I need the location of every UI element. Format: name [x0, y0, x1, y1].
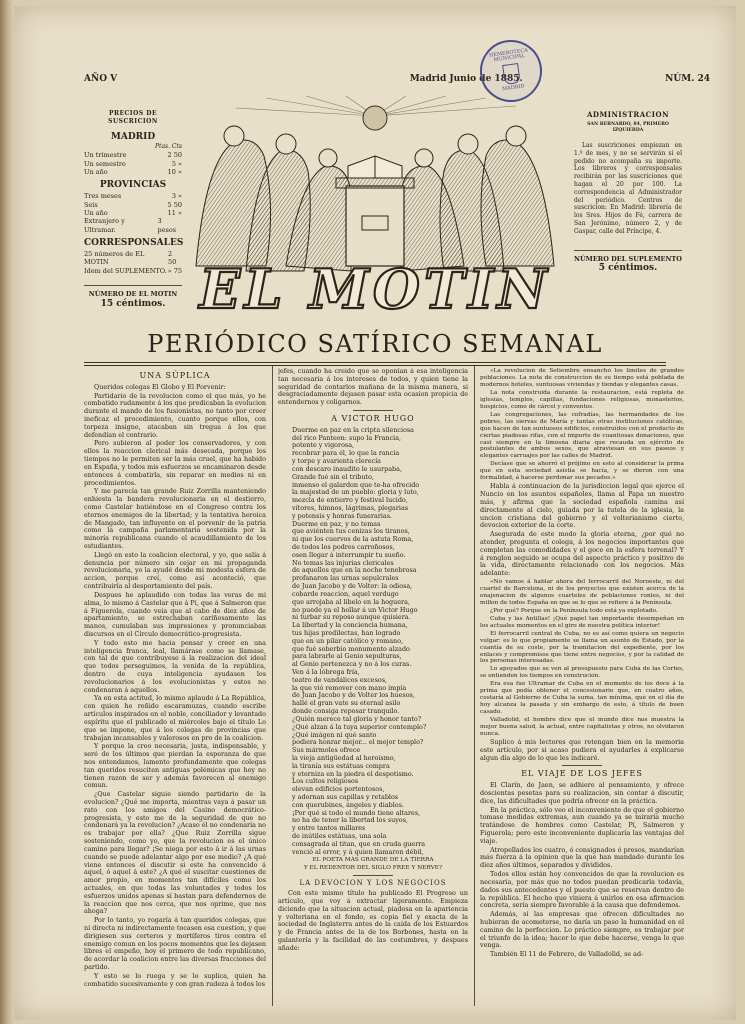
column-divider-1	[272, 366, 273, 1006]
paragraph: Despues he aplaudido con todas las veras de mi alma, lo mismo á Castelar que á Pi, que á Salmeron que á Figuerola, cuando veía que al cabo de diez años de apartamiento, se estrechaban cariñosamente las manos, cumulaban sus impresiones y pronunciaban discursos en el Círculo democrático-progresista.	[84, 590, 266, 638]
una-suplica-body	[84, 384, 266, 989]
quote-paragraph: Lo apoyados que se ven al presupuesto para Cuba de las Cortes, se entienden los tiempos en construcion.	[480, 666, 684, 680]
motin-number-label: NÚMERO DE EL MOTIN	[88, 290, 178, 299]
poem-verse: La libertad y la conciencia humana,	[292, 621, 408, 630]
poem-verse: con querubines, ángeles y diablos.	[292, 800, 404, 809]
poem-verse: Y EL REDENTOR DEL SIGLO FREE Y NERVE?	[303, 864, 443, 871]
price-label: Tres meses	[84, 192, 122, 201]
admin-text: Las suscriciones empiezan en 1.º de mes, y no se servirán si el pedido no acompaña su importe. Los libreros y corresponsales recibirán por las suscriciones que hagan el 20 por 100. La correspondencia al Administrador del periódico. Centros de suscricion: En Madrid: librería de los Sres. Hijos de Fé, carrera de San Jerónimo, número 2, y de Gaspar, calle del Príncipe, 4.	[574, 142, 682, 235]
newspaper-subtitle: PERIÓDICO SATÍRICO SEMANAL	[147, 330, 603, 358]
poem-verse: hallé el gran vate su eternal asilo	[292, 699, 401, 708]
paragraph: Asegurada de este modo la gloria eterna, ¿por qué no atender, pregunta el colega, á los negocios importantes que completan las comodidades y el goce en la esfera terrenal? Y á renglon seguido se ocupa del aspecto práctico y positivo de la vida, directamente relacionado con los negocios. Más adelante:	[480, 530, 684, 578]
price-label: Un año	[84, 208, 108, 217]
motin-logo-text: EL MOTIN	[199, 257, 551, 321]
separator	[353, 410, 393, 411]
price-value: 3 »	[171, 192, 182, 201]
poem-verse: de aquellos que en la noche tenebrosa	[292, 566, 417, 575]
price-row	[84, 209, 182, 217]
poem-verse: ni que los cuervos de la astuta Roma,	[292, 535, 414, 544]
poem-verse: ¿Qué imágen ni qué santo	[292, 730, 377, 739]
corresponsales-title: CORRESPONSALES	[84, 238, 184, 249]
quote-paragraph: ¿Por qué? Porque en la Península todo está ya explotado.	[490, 607, 658, 614]
poem-verse: no puede ya el hollar á un Victor Hugo	[292, 605, 418, 614]
poem-verse: para labrarle al Genio sepulturas,	[292, 652, 402, 661]
price-label: Un año	[84, 167, 108, 176]
masthead-illustration	[186, 96, 564, 322]
devocion-text: Con este mismo título ha publicado El Progreso un artículo, que voy á extractar ligeramente. Empieza diciendo que la situacion actual, piadosa en la apariencia y volteriana en el fondo, es copia fiel y exacta de la sociedad de Inglaterra antes de la caída de los Estuardos y de Francia antes de la de los Borbones, hasta en la galantería y la facilidad de las costumbres, y despues añade:	[278, 889, 468, 952]
poem-verse: teatro de vandálicos excesos,	[292, 675, 388, 684]
issue-number: NÚM. 24	[665, 74, 710, 84]
paragraph: También El 11 de Febrero, de Valladolid, se ad-	[490, 950, 644, 959]
paragraph: Todos ellos están hoy convencidos de que la revolucion es necesaria, por más que no todos puedan predicarla todavía, dados sus antecedentes y el puesto que se reservan dentro de la república. El hecho que viniera á unirlos en esa afirmacion concreta, sería siempre favorable á la causa que defendemos.	[480, 870, 684, 910]
viaje-jefes-heading: EL VIAJE DE LOS JEFES	[521, 769, 643, 779]
subscription-prices-box	[84, 110, 182, 310]
stamp-bottom-text: MADRID	[501, 83, 525, 93]
quote-paragraph: La nota construida durante la restauracion, está repleta de iglesias, templos, capillas, fundaciones religiosas, monasterios, hospicios, como de cárcel y conventos.	[480, 389, 684, 410]
poem-verse: osen llegar á interrumpir tu sueño.	[292, 550, 406, 559]
paragraph: ¿Que Castelar siguie siendo partidario de la evolucion? ¿Qué me importa, mientras vaya á pasar un rato con los amigos del Casino democrático-progresista, y esto me de la seguridad de que no condenará ya la revolucion? ¿Acaso él no condenaría no es trabajar por ella? ¿Que Ruiz Zorrilla sigue sosteniendo, como yo, que la revolucion es el único camino para llegar? ¡Se niega por esto á ir á las urnas cuando se puede adelantar algo por ese medio? ¿A qué viene entonces el discutir si este ha convencido á aquel, ó aquel á este? ¿A qué el suscitar cuestiones de amor propio, en momentos tan difíciles como los actuales, en que todas las voluntades y todos los esfuerzos unidos apenas sí bastan para defendernos de la reaccion que nos cerca, que nos oprime, que nos ahoga?	[84, 790, 266, 916]
motin-number-price: 15 céntimos.	[100, 298, 166, 309]
poem-verse: tus hijas predilectas, han logrado	[292, 628, 401, 637]
poem-verse: No temas las injurias clericales	[292, 558, 394, 567]
progreso-quote-2	[480, 579, 684, 738]
price-label: Idem del SUPLEMENTO.	[84, 266, 167, 275]
poem-verse: la tiranía sus estátuas compra	[292, 761, 390, 770]
poem-verse: la vieja antigüedad al heroismo,	[292, 753, 396, 762]
issue-line	[84, 72, 710, 86]
price-row	[84, 201, 182, 209]
poem-verse: potente y vigorosa,	[292, 441, 355, 450]
poem-verse: y potensis y honras funerarias.	[292, 511, 393, 520]
poem-verse: del rico Panteon: supo la Francia,	[292, 433, 402, 442]
poem-verse: de inútiles estátuas, una sola	[292, 832, 387, 841]
poem-verse: que fué soberbio monumento alzado	[292, 644, 410, 653]
poem-verse: que arrojaba al libelo en la hoguera,	[292, 597, 410, 606]
poem-verse: EL POETA MÁS GRANDE DE LA TIERRA	[312, 856, 434, 863]
poem-verse: Sus mármoles ofrece	[292, 746, 361, 755]
viaje-jefes-body	[480, 782, 684, 959]
issue-year: AÑO V	[84, 74, 118, 84]
page-binding	[0, 0, 14, 1024]
price-value: 11 »	[167, 208, 182, 217]
price-value: 3 pesos	[157, 217, 177, 234]
paragraph: En la práctica, sólo veo el inconveniente de que el gobierno tomase medidas extremas, aun cuando ya se miraría mucho tratándose de hombres como Castelar, Pí, Salmeron y Figuerola; pero este inconveniente duplicaría las ventajas del viaje.	[480, 805, 684, 845]
price-value: 5 »	[171, 159, 182, 168]
poem-verse: donde consiga reposar tranquilo.	[292, 707, 400, 716]
poem-verse: ¿Qué alzan á la tuya superior contemplo?	[292, 722, 427, 731]
paragraph: Partidario de la revolucion como el que más, yo he combatido rudamente á los que predicaban la evolucion durante el mando de los fusionistas, no tanto por creer ineficaz el procedimiento, cuanto porque ellos, con torpeza insigne, atacaban sin tregua á los que defendían el contrario.	[84, 391, 266, 439]
poem-verse: cobarde reaccion, aquel verdugo	[292, 589, 399, 598]
poem-verse: Duerme en paz, y no temas	[292, 519, 381, 528]
poem-verse: Ven á la lóbrega fría,	[292, 668, 360, 676]
price-label: Extranjero y Ultramar.	[84, 217, 125, 234]
masthead-engraving-icon	[186, 96, 564, 322]
poem-verse: que aviénten tus cenizas los tiranos,	[292, 527, 410, 536]
poem-verse: y adornan sus capillas y retablos	[292, 793, 399, 801]
poem-verse: y entre tantos millares	[292, 824, 366, 833]
price-value: 2 50	[167, 151, 182, 160]
quote-paragraph: «No vamos á hablar ahora del ferrocarril del Noroeste, ni del cuartel de Barcelona, ni de los proyectos que existen acerca de la enajenacion de algunos cuarteles de poblaciones ronles, ni del millon de todos España en que se lo que se refiere á la Península.	[480, 579, 684, 606]
poem-verse: con descaro inaudito le usurpaba,	[292, 464, 402, 473]
prices-title: PRECIOS DE SUSCRICION	[108, 110, 158, 125]
poem-verse: ¡Por qué si todo el mundo tiene altares,	[292, 808, 421, 817]
paragraph: El Clarín, de Jaen, se adhiere al pensamiento, y ofrece doscientas pesetas para su realizacion, sin contar á discutir, dice, las dificultades que podría ofrecer en la práctica.	[480, 781, 684, 805]
poem-verse: al Genio pertenezca y no á los curas.	[292, 660, 412, 669]
paragraph: Por lo tanto, yo rogaría á tan queridos colegas, que ni directa ni indirectamente tocasen esa cuestion, y que dirigiesen sus certeros y mortíferos tiros contra el enemigo comun en los pocos momentos que les dejasen libres el empeño, hoy el primero de todo republicano, de acordar la coalicion entre las diversas fracciones del partido.	[84, 916, 266, 972]
poem-verse: podiera honrar mejor... el mejor templo?	[292, 738, 424, 747]
price-value: 2 50	[168, 249, 177, 267]
quote-paragraph: Valladolid, el hombre dice que el mundo dice nos muestra la mejor buena salud, la actual, entre capitalistas y otros, no olvidaron nunca.	[480, 717, 684, 738]
quote-paragraph: Las congregaciones, las cofradías, las hermandades de los pobres, las siervas de María y tantas otras instituciones católicas, que hacen de tan suntuosos edificios, construídos con el producto de ciertas piadosas rifas, con el importe de cuantiosas donaciones, que casi siempre en la limosna diaria que recauda un ejército de postulantes de ambos sexos, que atraviesan en sus paseos y elegantes carruajes por las calles de Madrid.	[480, 411, 684, 460]
paragraph: Y me parecía tan grande Ruiz Zorrilla manteniendo enhiesta la bandera revolucionaria en el destierro, como Castelar batiéndose en el Congreso contra los eternos enemigos de la libertad; y la tentativa heroica de Mangado, tan influyente en el porvenir de la patria como la campaña parlamentaria sostenida por la minoría republicana cuando el acaudillamiento de los estudiantes.	[84, 487, 266, 550]
price-row	[84, 217, 182, 234]
suplica-conclusion: jefes, cuando ha creido que se oponían á esa inteligencia tan necesaria á los intereses de todos, y quien tiene la seguridad de contarlos mañana de la misma manera, si desgraciadamente dejasen pasar esta ocasion propicia de entendernos y coligarnos.	[278, 368, 468, 407]
price-value: 10 »	[167, 167, 182, 176]
price-value: » 75	[167, 266, 182, 275]
madrid-price-list	[84, 151, 182, 176]
supplement-number-label: NÚMERO DEL SUPLEMENTO	[574, 254, 682, 263]
progreso-quote	[480, 368, 684, 482]
price-row	[84, 192, 182, 200]
poem-verse: no ha de tener la libertad los suyos,	[292, 816, 408, 825]
poem-verse: ¿Quién merece tal gloria y honor tanto?	[292, 714, 422, 723]
poem-verse: vítores, himnos, lágrimas, plegarias	[292, 503, 409, 512]
poem-verse: y eterniza en la piedra el despotismo.	[292, 769, 414, 778]
administration-box	[574, 110, 682, 275]
corresponsales-price-list	[84, 250, 182, 275]
issue-date: Madrid Junio de 1885.	[409, 74, 523, 84]
victor-hugo-poem	[278, 427, 468, 872]
price-value: 5 50	[167, 200, 182, 209]
quote-paragraph: El ferrocarril central de Cuba, no es así como quiera un negocio vulgar: es lo que propiamente se llama un asunto de Estado, por la cuantía de su coste, por la tramitacion del expediente, por los enlaces y compromisos que tiene entre negocios, y por la calidad de los personas interesadas.	[480, 630, 684, 665]
price-row	[84, 160, 182, 168]
paragraph: Y porque la creo necesaria, justa, indispensable, y seré de los últimos que pierdan la esperanza de que nos entendamos, lamento profundamente que colegas tan queridos resuciten antiguas polémicas que hoy no tienen razon de ser y además favorecen al enemigo comun.	[84, 742, 266, 790]
poem-verse: elevan edificios portentosos,	[292, 785, 385, 794]
price-label: Un semestre	[84, 159, 126, 168]
admin-address: SAN BERNARDO, 84, PRIMERO IZQUIERDA	[587, 122, 669, 134]
victor-hugo-heading: A VICTOR HUGO	[331, 414, 415, 424]
column-two	[278, 368, 468, 954]
poem-verse: la que vió remover con mano impía	[292, 683, 407, 692]
poem-verse: Duerme en paz en la cripta silenciosa	[292, 425, 414, 434]
poem-verse: ni turbar su reposo aunque quisiera.	[292, 613, 411, 622]
price-label: Seis	[84, 200, 98, 209]
ptas-label: Ptas. Cts	[155, 143, 182, 151]
price-label: 25 números de EL MOTIN	[84, 249, 145, 267]
madrid-title: MADRID	[110, 131, 156, 142]
title-rule	[84, 362, 666, 366]
column-one	[84, 368, 266, 990]
poem-verse: de Juan Jacobo y de Volter: la odiosa,	[292, 582, 413, 591]
price-row	[84, 267, 182, 275]
una-suplica-heading: UNA SÚPLICA	[139, 371, 211, 380]
poem-verse: Los cultos religiosos	[292, 777, 359, 786]
poem-verse: y torpe y avarienta clerecía	[292, 457, 381, 466]
stamp-crest-icon	[502, 63, 521, 85]
paragraph: Habla á continuacion de la jurisdiccion legal que ejerce el Nuncio en los asuntos españoles, llama al Papa un nuestro más, y afirma que la sociedad española camina así directamente al cielo, guiada por la tutela de la iglesia, la uncion cristiana del gobierno y el volterianismo cierto, devocion exterior de la corte.	[480, 482, 684, 530]
separator	[562, 765, 602, 766]
devocion-continuation	[480, 483, 684, 578]
paragraph: Pero subieron al poder los conservadores, y con ellos la reaccion clerical más desecada, porque los tiempos no le permiten ser la más cruel, que ha habido en España, y todos mis esfuerzos se encaminaron desde entonces á combatirla, sin reparar en medios ni en procedimientos.	[84, 439, 266, 487]
poem-verse: de Juan Jacobo y de Volter los huesos,	[292, 691, 415, 700]
poem-verse: consagrada al titan, que en cruda guerra	[292, 839, 426, 848]
paragraph: Además, si las empresas que ofrecen dificultades no hubieran de acometerse, no daría un paso la humanidad en el camino de la perfeccion. Lo práctico siempre, es trabajar por el triunfo de la idea; hacer lo que debe hacerse, venga lo que venga.	[480, 910, 684, 950]
price-row	[84, 250, 182, 267]
separator	[353, 875, 393, 876]
paragraph: Queridos colegas El Globo y El Porvenir:	[94, 382, 226, 391]
poem-verse: que en un pilar católico y romano,	[292, 636, 404, 645]
column-three	[480, 368, 684, 960]
admin-title: ADMINISTRACION	[586, 110, 670, 119]
provincias-title: PROVINCIAS	[99, 180, 167, 191]
poem-verse: profanaron las urnas sepulcrales	[292, 574, 399, 583]
stamp-top-text: HEMEROTECA MUNICIPAL	[488, 47, 529, 64]
newspaper-page	[14, 6, 736, 1020]
supplement-number-price: 5 céntimos.	[598, 263, 658, 274]
price-row	[84, 168, 182, 176]
paragraph: Atropellados los cuatro, ó consignados ó presos, mandarían más fuerza á la opinion que la que han mandado durante los diez años últimos, separados y divididos.	[480, 845, 684, 870]
after-quote-text: Suplico á mis lectores que retengan bien en la memoria este artículo, por si acaso pudiera el ayudarles á explicarse algun día algo de lo que les indicaré.	[480, 737, 684, 762]
poem-verse: inmenso el galardon que te-ha ofrecido	[292, 480, 420, 489]
paragraph: Ya en esta actitud, lo mismo aplaudo á La República, con quien he reñido escaramuzas, cuando escribe artículos inspirados en el noble, conciliador y levantado espíritu que el publicado el miércoles bajo el título Lo que se impone, que á los colegas de provincias que trabajan incansables y valerosos en pro de la coalicion.	[84, 694, 266, 742]
paragraph: Y esto se lo ruega y se lo suplica, quien ha combatido sucesivamente y con gran rudeza á todos los	[84, 971, 266, 988]
poem-verse: recobrar para él, lo que la rancia	[292, 449, 400, 458]
paragraph: Llegó en esto la coalicion electoral, y yo, que salía á denuncia por número sin cejar en mi propaganda revolucionaria, yo la ayudé desde mi modesta esfera de accion, porque creí, como así aconteció, que contribuiría al desportamiento del país.	[84, 550, 266, 591]
quote-paragraph: Era esa fue Ultramar de Cuba en el momento de los doce á la prima que podía obtener el concesionario que, en cuatro años, costaría al Gobierno de Cuba la suma, tan mínima, que en el día de hoy alcanza la pasada y sin embargo de esto, á título de buen casado.	[480, 681, 684, 716]
price-label: Un trimestre	[84, 151, 127, 160]
quote-paragraph: Cuba y las Antillas! ¡Qué papel tan importante desempeñan en los actuales momentos en el giro de nuestra política interior!	[480, 615, 684, 629]
poem-verse: venció al error, y á quien llamaron débil,	[292, 847, 424, 856]
poem-verse: de todos los podres carroñosos,	[292, 543, 395, 551]
poem-verse: Grande fué sin el tributo,	[292, 472, 374, 481]
devocion-heading: LA DEVOCION Y LOS NEGOCIOS	[299, 878, 447, 887]
paragraph: Y todo esto me hacia pensar y creer en una inteligencia franca, leal, llamárase como se llamase, con tal de que contribuyese á la realizacion del ideal que todos perseguimos, la venida de la república, dentro de cuya inteligencia ayudasen los revolucionarios á los evolucionistas y estos no condenaran á aquellos.	[84, 638, 266, 694]
column-divider-2	[474, 366, 475, 1006]
price-row	[84, 151, 182, 159]
provincias-price-list	[84, 192, 182, 234]
quote-paragraph: Decíase que se ahorró el prójimo en esto al considerar la prima que en esta sociedad asistía se hacía, y se dieron con una formalidad, á hacerse perdonar sus pecados.»	[480, 461, 684, 482]
quote-paragraph: «La revolucion de Setiembre ensanchó los límites de grandes poblaciones. La nota de construccion de su tiempo está poblada de modernos hoteles, suntuosas viviendas y tiendas y elegantes casas.	[480, 368, 684, 388]
poem-verse: mezcla de entierro y festival lucido,	[292, 496, 408, 505]
poem-verse: la majestad de un pueblo: gloria y luto,	[292, 488, 419, 497]
